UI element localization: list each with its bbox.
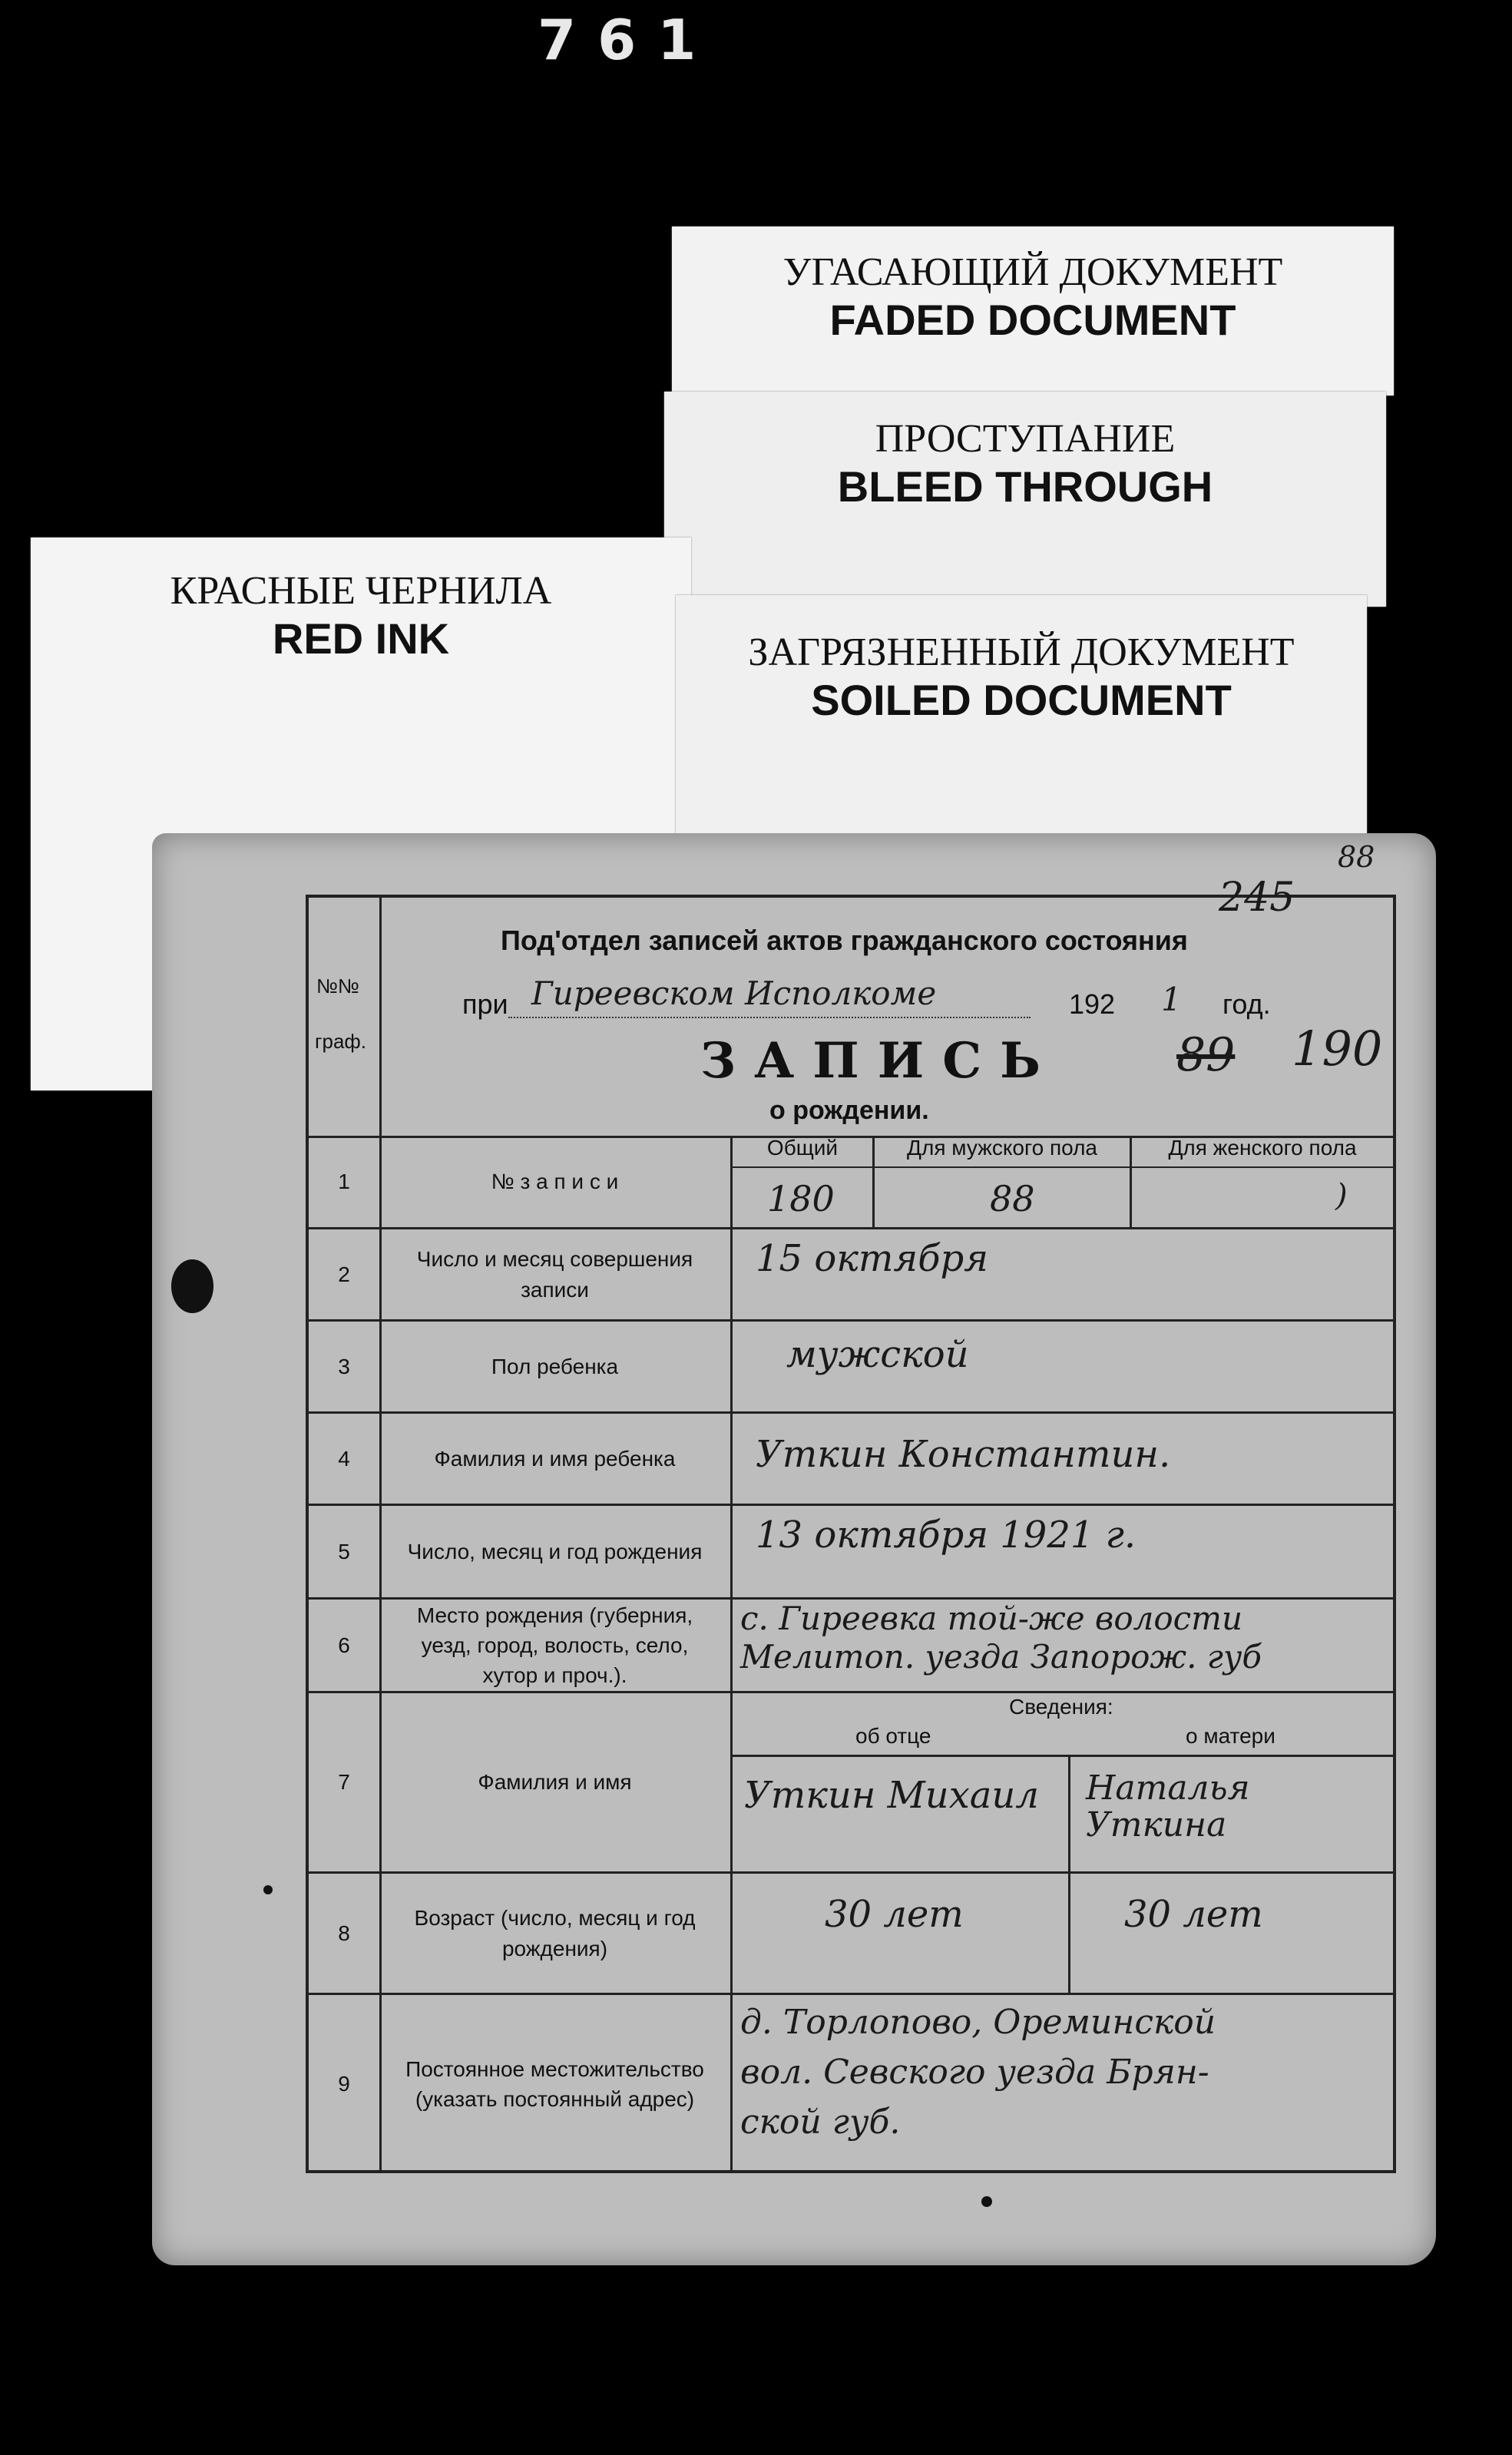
- row-label: Фамилия и имя ребенка: [379, 1414, 733, 1504]
- tag-ru-text: ПРОСТУПАНИЕ: [875, 417, 1176, 461]
- pri-underline: [508, 1017, 1031, 1018]
- tag-en-text: FADED DOCUMENT: [829, 296, 1236, 344]
- birth-record-sheet: [152, 833, 1436, 2265]
- tag-en-text: RED INK: [272, 614, 450, 663]
- father-label: об отце: [855, 1724, 931, 1748]
- row-child-sex: [309, 1322, 1393, 1414]
- handwritten-value: 15 октября: [756, 1237, 988, 1280]
- faded-document-tag: [672, 227, 1394, 395]
- row-label: Постоянное местожительство (указать постоянный адрес): [379, 1995, 733, 2173]
- col-header: Для женского пола: [1168, 1136, 1357, 1160]
- row-value: [733, 1136, 1393, 1227]
- female-col: [1132, 1136, 1393, 1227]
- row-value: [733, 1995, 1393, 2173]
- subdepartment-title: Под'отдел записей актов гражданского состояния: [501, 925, 1188, 956]
- row-parents-age: [309, 1874, 1393, 1995]
- row-number: 8: [309, 1874, 382, 1993]
- row-birth-place: [309, 1600, 1393, 1693]
- handwritten-mark: 88: [1338, 840, 1375, 874]
- father-age-cell: [733, 1874, 1070, 1993]
- parents-header: [733, 1693, 1393, 1757]
- row-label: Число, месяц и год рождения: [379, 1506, 733, 1597]
- tag-ru-text: УГАСАЮЩИЙ ДОКУМЕНТ: [782, 250, 1283, 294]
- handwritten-value: с. Гиреевка той-же волости: [740, 1600, 1243, 1637]
- hole-punch: [263, 1885, 273, 1894]
- handwritten-value: Уткин Константин.: [756, 1433, 1171, 1476]
- row-record-date: [309, 1229, 1393, 1322]
- mother-label: о матери: [1186, 1724, 1275, 1748]
- year-handwritten: 1: [1161, 981, 1182, 1018]
- handwritten-value: 13 октября 1921 г.: [756, 1514, 1136, 1557]
- row-number: 4: [309, 1414, 382, 1504]
- soiled-document-tag: [676, 595, 1367, 837]
- handwritten-mark: 245: [1219, 875, 1295, 921]
- row-label: Место рождения (губерния, уезд, город, волость, село, хутор и проч.).: [379, 1600, 733, 1691]
- handwritten-value: Мелитоп. уезда Запорож. губ: [740, 1638, 1262, 1676]
- tag-en-text: BLEED THROUGH: [837, 462, 1213, 511]
- row-residence: [309, 1995, 1393, 2173]
- row-number: 9: [309, 1995, 382, 2173]
- year-suffix: год.: [1223, 988, 1271, 1020]
- col-header-line: [733, 1166, 1393, 1168]
- handwritten-value: 30 лет: [825, 1893, 964, 1936]
- cell-value: 180: [767, 1178, 835, 1219]
- row-value: [733, 1414, 1393, 1504]
- frame-number: 761: [538, 8, 718, 72]
- form-header: [309, 840, 1393, 1138]
- mother-age-cell: [1070, 1874, 1393, 1993]
- row-record-number: [309, 1136, 1393, 1229]
- cell-value: 88: [990, 1178, 1035, 1219]
- cell-value: ): [1335, 1178, 1348, 1213]
- document-subtitle: о рождении.: [769, 1096, 929, 1125]
- row-number: 3: [309, 1322, 382, 1411]
- row-label: Число и месяц совершения записи: [379, 1229, 733, 1319]
- row-number: 5: [309, 1506, 382, 1597]
- row-number: 2: [309, 1229, 382, 1319]
- row-value: [733, 1229, 1393, 1319]
- handwritten-value: вол. Севского уезда Брян-: [740, 2053, 1209, 2092]
- mother-name-cell: [1070, 1755, 1393, 1874]
- row-number: 1: [309, 1136, 382, 1227]
- num-header: №№: [316, 974, 359, 998]
- tag-en-text: SOILED DOCUMENT: [811, 676, 1232, 724]
- row-value: [733, 1506, 1393, 1597]
- handwritten-value: 30 лет: [1124, 1893, 1263, 1936]
- tag-ru-text: КРАСНЫЕ ЧЕРНИЛА: [170, 569, 552, 613]
- year-prefix: 192: [1069, 988, 1116, 1020]
- column-number-header: [309, 898, 382, 1136]
- document-title: ЗАПИСЬ: [700, 1032, 1059, 1090]
- handwritten-value: Наталья Уткина: [1086, 1768, 1250, 1845]
- general-col: [733, 1136, 875, 1227]
- sved-label: Сведения:: [1009, 1695, 1113, 1719]
- row-value: [733, 1693, 1393, 1871]
- row-label: Возраст (число, месяц и год рождения): [379, 1874, 733, 1993]
- bleed-through-tag: [664, 392, 1386, 607]
- row-label: Фамилия и имя: [379, 1693, 733, 1871]
- handwritten-value: мужской: [786, 1333, 969, 1376]
- pri-label: при: [462, 988, 508, 1020]
- col-header: Для мужского пола: [907, 1136, 1097, 1160]
- committee-handwritten: Гиреевском Исполкоме: [531, 974, 937, 1012]
- row-value: [733, 1322, 1393, 1411]
- father-name-cell: [733, 1755, 1070, 1874]
- row-parents-name: [309, 1693, 1393, 1874]
- tag-ru-text: ЗАГРЯЗНЕННЫЙ ДОКУМЕНТ: [748, 630, 1295, 674]
- row-number: 7: [309, 1693, 382, 1871]
- row-number: 6: [309, 1600, 382, 1691]
- birth-record-form: [306, 840, 1396, 2173]
- male-col: [875, 1136, 1132, 1227]
- hole-punch: [171, 1259, 213, 1313]
- row-value: [733, 1600, 1393, 1691]
- handwritten-value: ской губ.: [740, 2103, 901, 2142]
- row-label: Пол ребенка: [379, 1322, 733, 1411]
- row-child-name: [309, 1414, 1393, 1506]
- col-header: Общий: [766, 1136, 839, 1160]
- row-label: № з а п и с и: [379, 1136, 733, 1227]
- hole-punch: [981, 2196, 992, 2207]
- handwritten-mark-struck: 89: [1176, 1028, 1236, 1082]
- handwritten-value: д. Торлопово, Ореминской: [740, 2003, 1216, 2042]
- handwritten-mark: 190: [1292, 1021, 1383, 1077]
- handwritten-value: Уткин Михаил: [744, 1774, 1039, 1817]
- row-value: [733, 1874, 1393, 1993]
- row-birth-date: [309, 1506, 1393, 1600]
- graf-header: граф.: [315, 1030, 367, 1053]
